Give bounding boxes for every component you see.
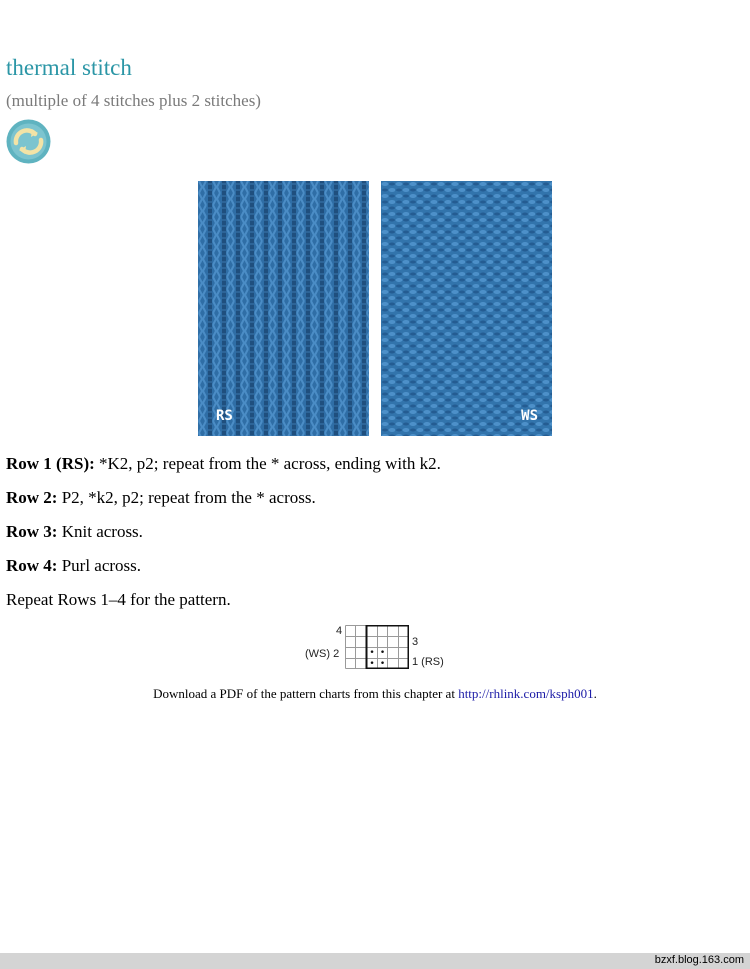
pattern-title: thermal stitch bbox=[6, 55, 132, 80]
row-2-instruction: Row 2: P2, *k2, p2; repeat from the * across. bbox=[6, 488, 316, 507]
row-4-instruction: Row 4: Purl across. bbox=[6, 556, 142, 575]
watermark-text: bzxf.blog.163.com bbox=[654, 954, 744, 966]
chart-row-2-label: (WS) 2 bbox=[305, 648, 340, 660]
repeat-instruction: Repeat Rows 1–4 for the pattern. bbox=[6, 590, 231, 609]
stitch-chart bbox=[302, 622, 452, 672]
purl-dot: • bbox=[369, 648, 375, 658]
swatch-rs-label: RS bbox=[216, 408, 233, 424]
purl-dot: • bbox=[369, 659, 375, 669]
footer-bar bbox=[0, 953, 750, 969]
purl-dot: • bbox=[379, 659, 386, 669]
chart-row-4-label: 4 bbox=[336, 625, 343, 637]
chart-pdf-link[interactable]: http://rhlink.com/ksph001 bbox=[458, 686, 594, 701]
pattern-instructions bbox=[6, 454, 736, 624]
chart-row-3-label: 3 bbox=[412, 636, 419, 648]
row-3-instruction: Row 3: Knit across. bbox=[6, 522, 143, 541]
chart-grid bbox=[345, 625, 409, 669]
swatch-rs-image bbox=[198, 181, 369, 436]
swatch-ws-label: WS bbox=[521, 408, 538, 424]
purl-dot: • bbox=[379, 648, 386, 658]
download-note: Download a PDF of the pattern charts from this chapter at http://rhlink.com/ksph001. bbox=[153, 686, 597, 701]
reversible-icon bbox=[6, 119, 51, 164]
row-1-instruction: Row 1 (RS): *K2, p2; repeat from the * across, ending with k2. bbox=[6, 454, 441, 473]
swatch-ws-image bbox=[381, 181, 552, 436]
chart-row-1-label: 1 (RS) bbox=[412, 656, 444, 668]
pattern-subtitle: (multiple of 4 stitches plus 2 stitches) bbox=[6, 91, 261, 110]
